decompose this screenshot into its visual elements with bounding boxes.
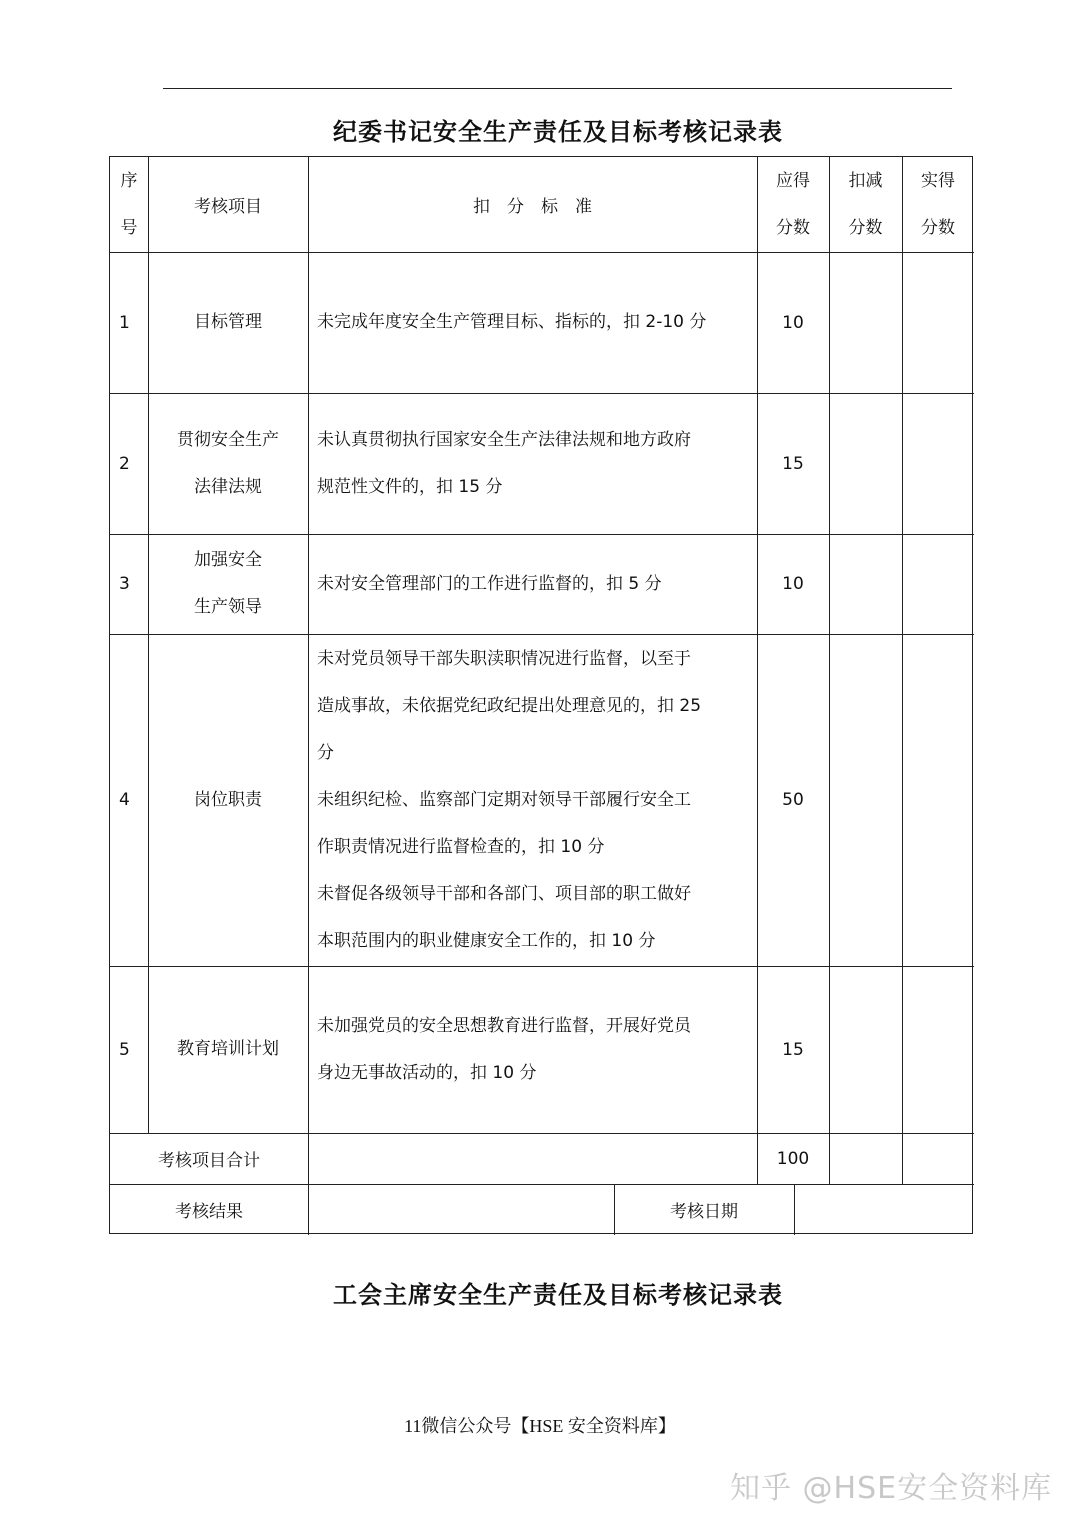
header-criteria: 扣 分 标 准	[473, 197, 592, 217]
total-label: 考核项目合计	[158, 1151, 260, 1171]
row-due-score: 15	[782, 453, 804, 474]
result-value[interactable]	[308, 1184, 614, 1235]
row-item: 教育培训计划	[177, 1039, 279, 1059]
result-label: 考核结果	[175, 1202, 243, 1222]
header-deduct-score: 扣减 分数	[848, 170, 883, 238]
row-criteria: 未加强党员的安全思想教育进行监督，开展好党员 身边无事故活动的，扣 10 分	[317, 1015, 691, 1083]
next-table-title: 工会主席安全生产责任及目标考核记录表	[333, 1281, 783, 1309]
row-seq: 2	[119, 453, 130, 474]
row-due-score: 10	[782, 574, 804, 594]
col-divider	[902, 157, 903, 1184]
header-seq: 序 号	[120, 170, 138, 238]
row-item: 目标管理	[194, 312, 262, 332]
row-item: 岗位职责	[194, 789, 262, 810]
header-actual-score: 实得 分数	[921, 170, 955, 238]
row-due-score: 50	[782, 790, 804, 810]
row-seq: 4	[119, 790, 130, 810]
row-seq: 5	[119, 1039, 130, 1060]
watermark: 知乎 @HSE安全资料库	[730, 1471, 1053, 1506]
date-value[interactable]	[794, 1184, 974, 1235]
assessment-table	[109, 156, 973, 1234]
top-rule	[163, 88, 952, 89]
row-due-score: 15	[782, 1039, 804, 1060]
row-seq: 3	[119, 574, 130, 594]
col-divider	[829, 157, 830, 1184]
row-item: 贯彻安全生产 法律法规	[177, 429, 279, 497]
header-item: 考核项目	[194, 197, 262, 217]
row-criteria: 未对安全管理部门的工作进行监督的，扣 5 分	[317, 573, 662, 594]
row-item: 加强安全 生产领导	[194, 550, 262, 617]
row-due-score: 10	[782, 312, 804, 333]
row-criteria: 未完成年度安全生产管理目标、指标的，扣 2-10 分	[317, 312, 707, 332]
page-footer: 11微信公众号【HSE 安全资料库】	[404, 1416, 676, 1436]
table-title: 纪委书记安全生产责任及目标考核记录表	[333, 118, 783, 146]
total-due-score: 100	[776, 1148, 810, 1169]
row-criteria: 未认真贯彻执行国家安全生产法律法规和地方政府 规范性文件的，扣 15 分	[317, 429, 691, 497]
row-criteria: 未对党员领导干部失职渎职情况进行监督，以至于 造成事故，未依据党纪政纪提出处理意见的，扣 25 分 未组织纪检、监察部门定期对领导干部履行安全工 作职责情况进行监督检查的，扣 10 分 未督促各级领导干部和各部门、项目部的职工做好 本职范围内的职业健康安全工作的，扣 10 分	[317, 648, 702, 951]
date-label: 考核日期	[670, 1202, 738, 1222]
row-seq: 1	[119, 312, 130, 333]
header-due-score: 应得 分数	[776, 170, 810, 238]
